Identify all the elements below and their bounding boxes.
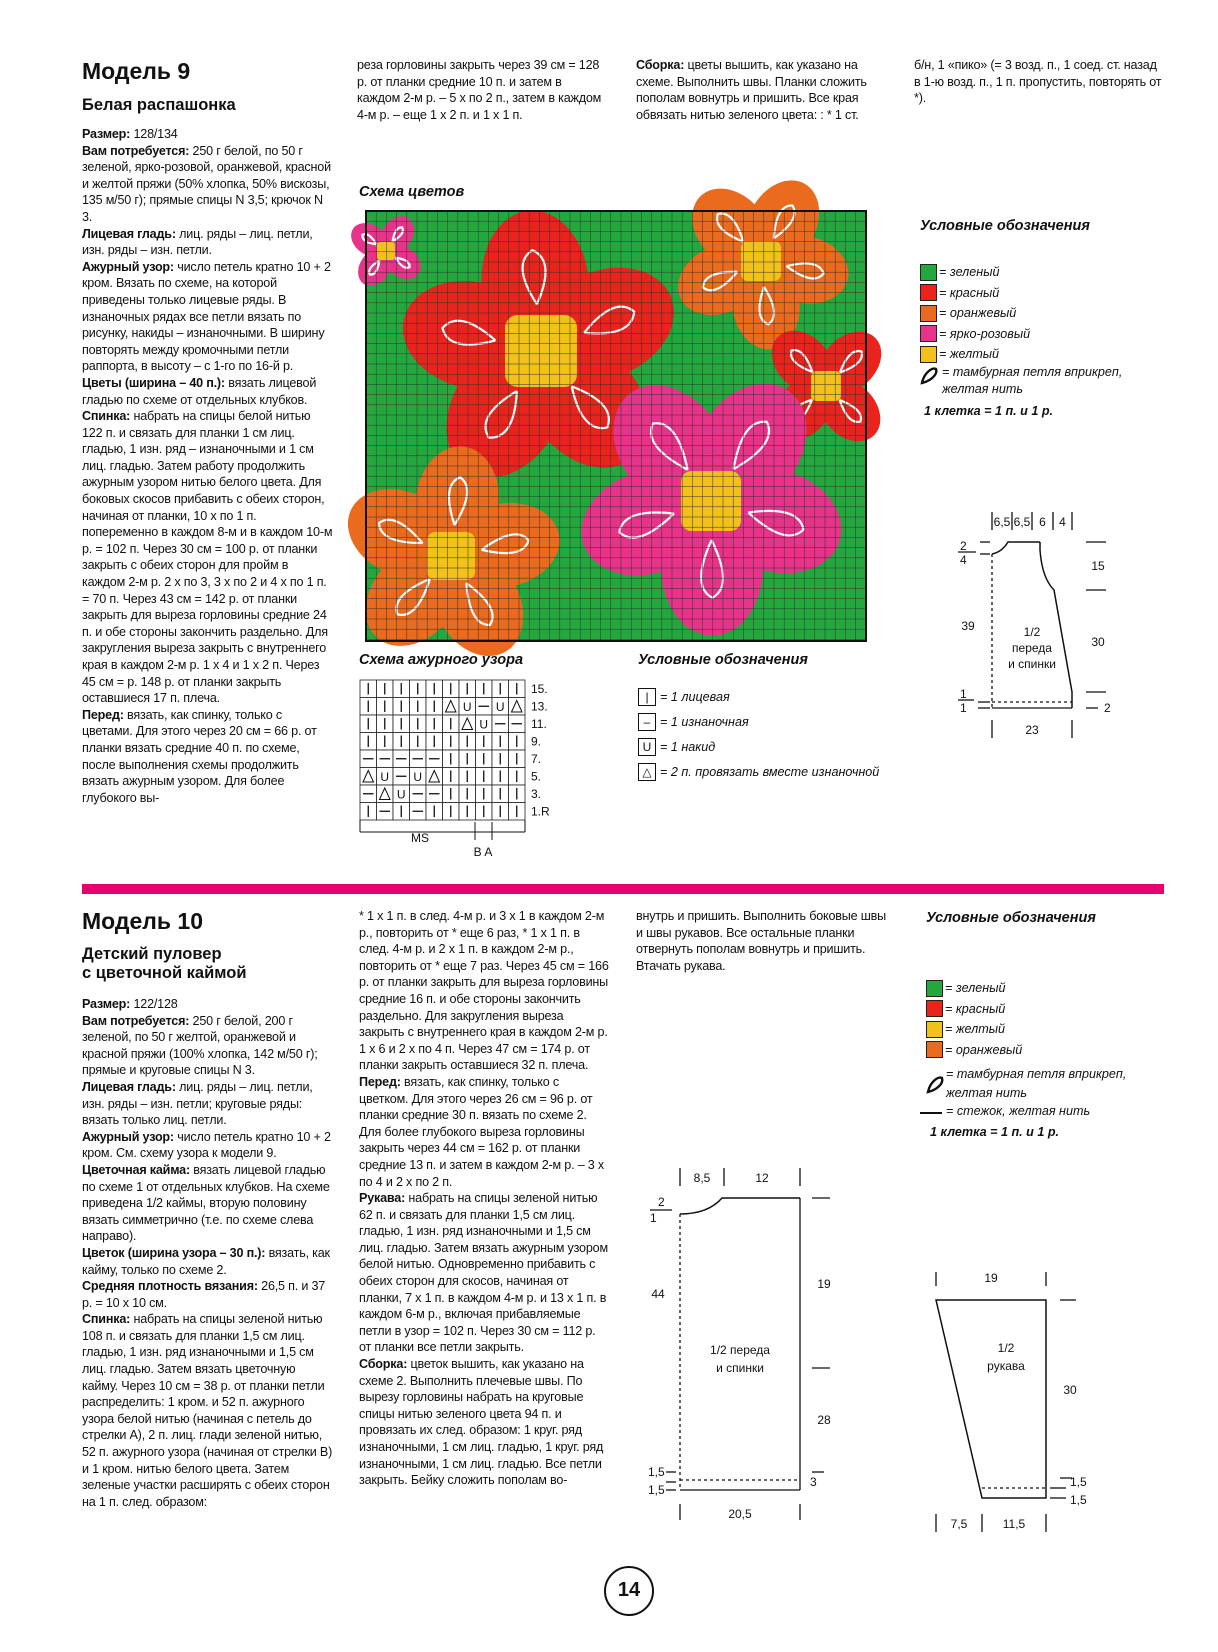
model9-color-legend: [920, 262, 1030, 365]
lace-row-number: 7.: [531, 752, 542, 766]
paragraph: [82, 1129, 334, 1162]
paragraph-text: вязать, как кайму, только по схеме 2.: [82, 1245, 330, 1277]
neckline: [680, 1198, 800, 1214]
paragraph-text: число петель кратно 10 + 2 кром. Вязать по схеме, на которой приведены только лицевые ряды. В изнаночных рядах все петли вязать по рисунку, накиды – изнаночными. В ширину повторять между кромочными петли раппорта, в высоту – с 1-го по 16-й р.: [82, 259, 331, 374]
paragraph: [82, 1245, 334, 1278]
dimension-label: 19: [817, 1277, 831, 1291]
legend-label: = красный: [945, 1001, 1006, 1016]
paragraph-text: * 1 х 1 п. в след. 4-м р. и 3 х 1 в каждом 2-м р., повторить от * еще 6 раз, * 1 х 1 п. в след. 4-м р. и 2 х 1 п. в каждом 2-м р., повторить от * еще 7 раз. Через 45 см = 166 р. от планки закрыть для выреза горловины средние 16 п. и обе стороны закончить раздельно. Для закругления выреза закрыть с внутреннего края в каждом 2-м р. 1 х 6 и 2 х по 4 п. Через 47 см = 174 р. от планки закрыть оставшиеся 32 п. плеча.: [359, 909, 609, 1073]
paragraph-text: 122/128: [130, 997, 178, 1011]
dimension-label: 1: [960, 701, 967, 715]
dimension-label: 30: [1063, 1383, 1077, 1397]
model10-color-legend: [926, 978, 1022, 1060]
lace-row-number: 13.: [531, 699, 548, 714]
model10-sleeve-schematic: [920, 1270, 1090, 1532]
diagram-label: и спинки: [1008, 657, 1056, 671]
legend-row: [920, 344, 1030, 365]
model10-subtitle-line2: с цветочной каймой: [82, 964, 247, 982]
dimension-label: 28: [817, 1413, 831, 1427]
sleeve-outline: [936, 1300, 1046, 1498]
paragraph-text: 250 г белой, по 50 г зеленой, ярко-розовой, оранжевой, красной и желтой пряжи (50% хлопка, 50% вискозы, 135 м/50 г); прямые спицы N 3,5; крючок N 3.: [82, 143, 331, 224]
dimension-label: 20,5: [728, 1507, 752, 1521]
legend-label: = красный: [939, 285, 1000, 300]
dimension-label: 6,5: [993, 515, 1011, 529]
dimension-label: 1: [650, 1211, 657, 1225]
color-swatch: [926, 1041, 943, 1058]
paragraph: [82, 1311, 334, 1510]
model9-picot-text: б/н, 1 «пико» (= 3 возд. п., 1 соед. ст. назад в 1-ю возд. п., 1 п. пропустить, повторять от *).: [914, 58, 1162, 106]
model9-assembly-text: цветы вышить, как указано на схеме. Выполнить швы. Планки сложить пополам вовнутрь и пришить. Все края обвязать нитью зеленого цвета: : * 1 ст.: [636, 58, 867, 122]
model9-half-front-back-schematic: [950, 512, 1120, 762]
chain-loop-icon-2: [924, 1074, 946, 1096]
dimension-label: 1,5: [1070, 1493, 1087, 1507]
paragraph-label: Вам потребуется:: [82, 143, 190, 158]
paragraph-label: Вам потребуется:: [82, 1013, 190, 1028]
paragraph-label: Размер:: [82, 997, 131, 1011]
paragraph-label: Ажурный узор:: [82, 259, 174, 274]
dimension-label: 1: [960, 687, 967, 701]
legend-row: [926, 1040, 1022, 1061]
dimension-label: 2: [960, 539, 967, 553]
paragraph: [82, 226, 334, 259]
lace-row-number: 1.R: [531, 804, 550, 819]
lace-repeat-label: MS: [411, 831, 429, 845]
lace-symbol-box: |: [638, 688, 656, 706]
paragraph: [359, 1190, 609, 1356]
yarn-over-symbol: U: [413, 770, 423, 784]
color-swatch: [920, 325, 937, 342]
legend-row: [926, 1019, 1022, 1040]
dimension-label: 11,5: [1002, 1517, 1026, 1531]
color-swatch: [920, 346, 937, 363]
paragraph: [82, 143, 334, 226]
paragraph: [359, 908, 609, 1074]
color-swatch: [926, 1000, 943, 1017]
lace-legend-label: = 1 лицевая: [660, 689, 730, 704]
yarn-over-symbol: U: [380, 770, 390, 784]
paragraph: [82, 408, 334, 707]
stitch-line-icon: [920, 1112, 942, 1114]
dimension-label: 19: [984, 1271, 998, 1285]
page-number: 14: [604, 1566, 654, 1616]
legend-row: [926, 978, 1022, 999]
dimension-label: 4: [1059, 515, 1066, 529]
flower-center: [811, 371, 841, 401]
yarn-over-symbol: U: [495, 700, 505, 714]
model9-assembly-label: Сборка:: [636, 58, 685, 72]
paragraph-label: Лицевая гладь:: [82, 1079, 176, 1094]
lace-row-number: 9.: [531, 734, 542, 749]
model9-legend-title: Условные обозначения: [920, 218, 1090, 234]
lace-symbol-box: △: [638, 763, 656, 781]
paragraph: [82, 1278, 334, 1311]
legend-row: [920, 283, 1030, 304]
model9-title: Модель 9: [82, 58, 191, 84]
model10-legend-title: Условные обозначения: [926, 910, 1096, 926]
paragraph-text: вязать лицевой гладью по схеме 1 от отдельных клубков. На схеме приведена 1/2 каймы, вторую половину вязать симметрично (т.е. по схеме слева направо).: [82, 1162, 330, 1244]
paragraph-label: Спинка:: [82, 409, 131, 424]
paragraph-text: вязать, как спинку, только с цветком. Для этого через 26 см = 96 р. от планки средние 30 п. вязать по схеме 2. Для более глубокого выреза горловины закрыть через 44 см = 162 р. от планки средние 13 п. и затем в каждом 2-м р. – 3 х по 4 и 2 х по 2 п.: [359, 1074, 604, 1189]
lace-legend-row: [638, 759, 879, 784]
lace-row-number: 15.: [531, 682, 548, 696]
paragraph: [82, 1162, 334, 1245]
model9-instructions-column-3: [636, 57, 894, 123]
lace-legend-row: [638, 709, 879, 734]
lace-arrow-labels: B A: [473, 845, 493, 859]
model9-cell-legend: 1 клетка = 1 п. и 1 р.: [924, 404, 1054, 418]
paragraph-text: 250 г белой, 200 г зеленой, по 50 г желтой, оранжевой и красной пряжи (100% хлопка, 142 м/50 г); прямые и круговые спицы N 3.: [82, 1013, 318, 1078]
color-swatch: [920, 305, 937, 322]
model10-stitch-legend: = стежок, желтая нить: [946, 1104, 1091, 1118]
lace-legend-label: = 2 п. провязать вместе изнаночной: [660, 764, 880, 779]
neckline: [992, 542, 1040, 554]
legend-row: [920, 303, 1030, 324]
paragraph: [82, 259, 334, 375]
paragraph: [82, 375, 334, 408]
dimension-label: 1,5: [648, 1483, 665, 1497]
legend-label: = зеленый: [939, 265, 1000, 280]
flower-center: [681, 471, 741, 531]
yarn-over-symbol: U: [479, 717, 489, 732]
paragraph-text: 26,5 п. и 37 р. = 10 х 10 см.: [82, 1279, 326, 1310]
paragraph: [82, 996, 334, 1013]
color-swatch: [920, 284, 937, 301]
legend-label: = зеленый: [945, 981, 1006, 996]
chain-loop-icon: [918, 365, 940, 387]
armhole-side: [1040, 542, 1072, 708]
legend-row: [926, 999, 1022, 1020]
paragraph-text: 128/134: [130, 127, 178, 141]
lace-legend-label: = 1 изнаночная: [660, 714, 749, 729]
color-swatch: [926, 980, 943, 997]
legend-row: [920, 262, 1030, 283]
paragraph: [82, 1079, 334, 1129]
paragraph-label: Цветы (ширина – 40 п.):: [82, 375, 225, 390]
paragraph-label: Ажурный узор:: [82, 1129, 174, 1144]
paragraph-label: Спинка:: [82, 1312, 131, 1327]
paragraph-text: лиц. ряды – лиц. петли, изн. ряды – изн. петли; круговые ряды: вязать только лиц. петли.: [82, 1079, 313, 1128]
paragraph-label: Рукава:: [359, 1191, 406, 1206]
legend-label: = желтый: [945, 1022, 1005, 1037]
legend-label: = оранжевый: [939, 306, 1017, 321]
dimension-label: 8,5: [693, 1171, 711, 1185]
diagram-label: 1/2: [1023, 625, 1041, 639]
model10-loop-legend: = тамбурная петля вприкреп, желтая нить: [946, 1067, 1127, 1100]
legend-label: = оранжевый: [945, 1042, 1023, 1057]
diagram-label: рукава: [987, 1359, 1025, 1373]
color-swatch: [920, 264, 937, 281]
model9-instructions-column-4: [914, 57, 1164, 107]
diagram-label: 1/2 переда: [710, 1343, 770, 1357]
lace-row-number: 5.: [531, 769, 542, 784]
model10-instructions-column-1: [82, 996, 334, 1510]
paragraph-label: Средняя плотность вязания:: [82, 1279, 258, 1294]
paragraph-label: Размер:: [82, 127, 131, 141]
paragraph: [82, 126, 334, 143]
paragraph: [82, 707, 334, 807]
yarn-over-symbol: U: [462, 700, 472, 714]
dimension-label: 1,5: [1070, 1475, 1087, 1489]
dimension-label: 1,5: [648, 1465, 665, 1479]
model10-body-schematic: [640, 1168, 840, 1538]
flower-color-chart: [366, 211, 866, 641]
diagram-label: 1/2: [997, 1341, 1015, 1355]
paragraph-text: число петель кратно 10 + 2 кром. См. схему узора к модели 9.: [82, 1129, 331, 1161]
paragraph-text: набрать на спицы зеленой нитью 108 п. и связать для планки 1,5 см лиц. гладью, 1 изн. ряд изнаночными и 1,5 см лиц. гладью. Затем вязать цветочную кайму. Через 10 см = 38 р. от планки петли распределить: 1 кром. и 52 п. ажурного узора белой нитью (начиная с петель до стрелки A), 2 п. лиц. глади зеленой нитью, 52 п. ажурного узора (начиная от стрелки B) и 1 кром. нитью белого цвета. Затем зеленые участки расширять с обеих сторон на 1 п. след. образом:: [82, 1312, 333, 1509]
paragraph-text: цветок вышить, как указано на схеме 2. Выполнить плечевые швы. По вырезу горловины набрать на круговые спицы нитью зеленого цвета 94 п. и провязать их след. образом: 1 круг. ряд изнаночными, 1 см лиц. гладью, 1 круг. ряд изнаночными, 1 см лиц. гладью. Все петли закрыть. Бейку сложить пополам во-: [359, 1357, 604, 1488]
legend-row: [920, 324, 1030, 345]
dimension-label: 23: [1025, 723, 1039, 737]
flower-center: [377, 242, 395, 260]
paragraph-text: вязать, как спинку, только с цветами. Для этого через 20 см = 66 р. от планки вязать средние 40 п. по схеме, после выполнения схемы продолжить вязать ажурным узором. Для более глубокого вы-: [82, 707, 317, 805]
legend-label: = желтый: [939, 347, 999, 362]
flower-chart-title: Схема цветов: [359, 184, 465, 200]
dimension-label: 30: [1091, 635, 1105, 649]
paragraph-label: Перед:: [82, 707, 124, 722]
paragraph: [82, 1013, 334, 1079]
legend-label: = ярко-розовый: [939, 326, 1031, 341]
dimension-label: 4: [960, 553, 967, 567]
model10-cell-legend: 1 клетка = 1 п. и 1 р.: [930, 1125, 1060, 1139]
lace-symbol-legend: [638, 684, 879, 784]
lace-row-number: 3.: [531, 787, 542, 801]
paragraph-text: вязать лицевой гладью по схеме от отдельных клубков.: [82, 375, 317, 407]
model10-title: Модель 10: [82, 908, 204, 934]
diagram-label: переда: [1012, 641, 1052, 655]
lace-row-number: 11.: [531, 717, 547, 731]
section-divider-bar: [82, 884, 1164, 894]
lace-legend-row: [638, 684, 879, 709]
dimension-label: 39: [961, 619, 975, 633]
model10-subtitle-line1: Детский пуловер: [82, 945, 222, 963]
model9-neckline-text: реза горловины закрыть через 39 см = 128 р. от планки средние 10 п. и затем в каждом 2-м р. – 5 х по 2 п., затем в каждом 4-м р. – еще 1 х 2 п. и 1 х 1 п.: [357, 58, 602, 122]
model9-instructions-column-1: [82, 126, 334, 806]
color-swatch: [926, 1021, 943, 1038]
paragraph-text: набрать на спицы зеленой нитью 62 п. и связать для планки 1,5 см лиц. гладью, 1 изн. ряд изнаночными и 1,5 см лиц. гладью. Затем вязать ажурным узором белой нитью. Одновременно прибавить с обеих сторон для скосов, начиная от планки, 7 х 1 п. в каждом 4-м р. и 13 х 1 п. в каждом 6-м р., включая прибавляемые петли в узор = 102 п. Через 30 см = 112 р. от планки все петли закрыть.: [359, 1191, 608, 1355]
yarn-over-symbol: U: [396, 787, 406, 802]
flower-center: [505, 315, 577, 387]
model9-subtitle: Белая распашонка: [82, 96, 236, 114]
dimension-label: 12: [755, 1171, 769, 1185]
lace-legend-label: = 1 накид: [660, 739, 716, 754]
diagram-label: и спинки: [716, 1361, 764, 1375]
lace-legend-title: Условные обозначения: [638, 652, 808, 668]
dimension-label: 6: [1039, 515, 1046, 529]
flower-center: [741, 241, 781, 281]
paragraph-label: Сборка:: [359, 1357, 408, 1372]
model9-instructions-column-2: [357, 57, 607, 123]
model9-loop-legend: = тамбурная петля вприкреп, желтая нить: [942, 365, 1123, 396]
dimension-label: 3: [810, 1475, 817, 1489]
lace-symbol-box: –: [638, 713, 656, 731]
model10-finishing-text: внутрь и пришить. Выполнить боковые швы и швы рукавов. Все остальные планки отвернуть пополам вовнутрь и пришить. Втачать рукава.: [636, 909, 886, 973]
paragraph-label: Перед:: [359, 1074, 401, 1089]
paragraph-text: лиц. ряды – лиц. петли, изн. ряды – изн. петли.: [82, 226, 313, 258]
lace-chart-title: Схема ажурного узора: [359, 652, 524, 668]
lace-legend-row: [638, 734, 879, 759]
dimension-label: 2: [658, 1195, 665, 1209]
model10-instructions-column-2: [359, 908, 609, 1489]
paragraph-label: Лицевая гладь:: [82, 226, 176, 241]
paragraph-label: Цветочная кайма:: [82, 1162, 190, 1177]
lace-pattern-chart: [360, 680, 590, 870]
dimension-label: 15: [1091, 559, 1105, 573]
model10-instructions-column-3: [636, 908, 886, 974]
paragraph: [359, 1356, 609, 1489]
dimension-label: 44: [651, 1287, 665, 1301]
dimension-label: 7,5: [950, 1517, 968, 1531]
dimension-label: 2: [1104, 701, 1111, 715]
paragraph-text: набрать на спицы белой нитью 122 п. и связать для планки 1 см лиц. гладью, 1 изн. ряд – изнаночными и 1 см лиц. гладью. Затем работу продолжить ажурным узором нитью белого цвета. Для боковых скосов прибавить с обеих сторон, начиная от планки, 10 х по 1 п. попеременно в каждом 8-м и в каждом 10-м р. = 102 п. Через 30 см = 100 р. от планки закрыть с обеих сторон для пройм в каждом 2-м р. 2 х по 3, 3 х по 2 и 4 х по 1 п. = 70 п. Через 43 см = 142 р. от планки закрыть для выреза горловины средние 24 п. и обе стороны закончить раздельно. Для закругления выреза закрыть с внутреннего края в каждом 2-м р. 1 х 4 и 1 х 2 п. Через 45 см = р. 148 р. от планки закрыть оставшиеся 17 п. плеча.: [82, 409, 333, 706]
paragraph: [359, 1074, 609, 1190]
lace-symbol-box: U: [638, 738, 656, 756]
paragraph-label: Цветок (ширина узора – 30 п.):: [82, 1245, 266, 1260]
dimension-label: 6,5: [1013, 515, 1031, 529]
